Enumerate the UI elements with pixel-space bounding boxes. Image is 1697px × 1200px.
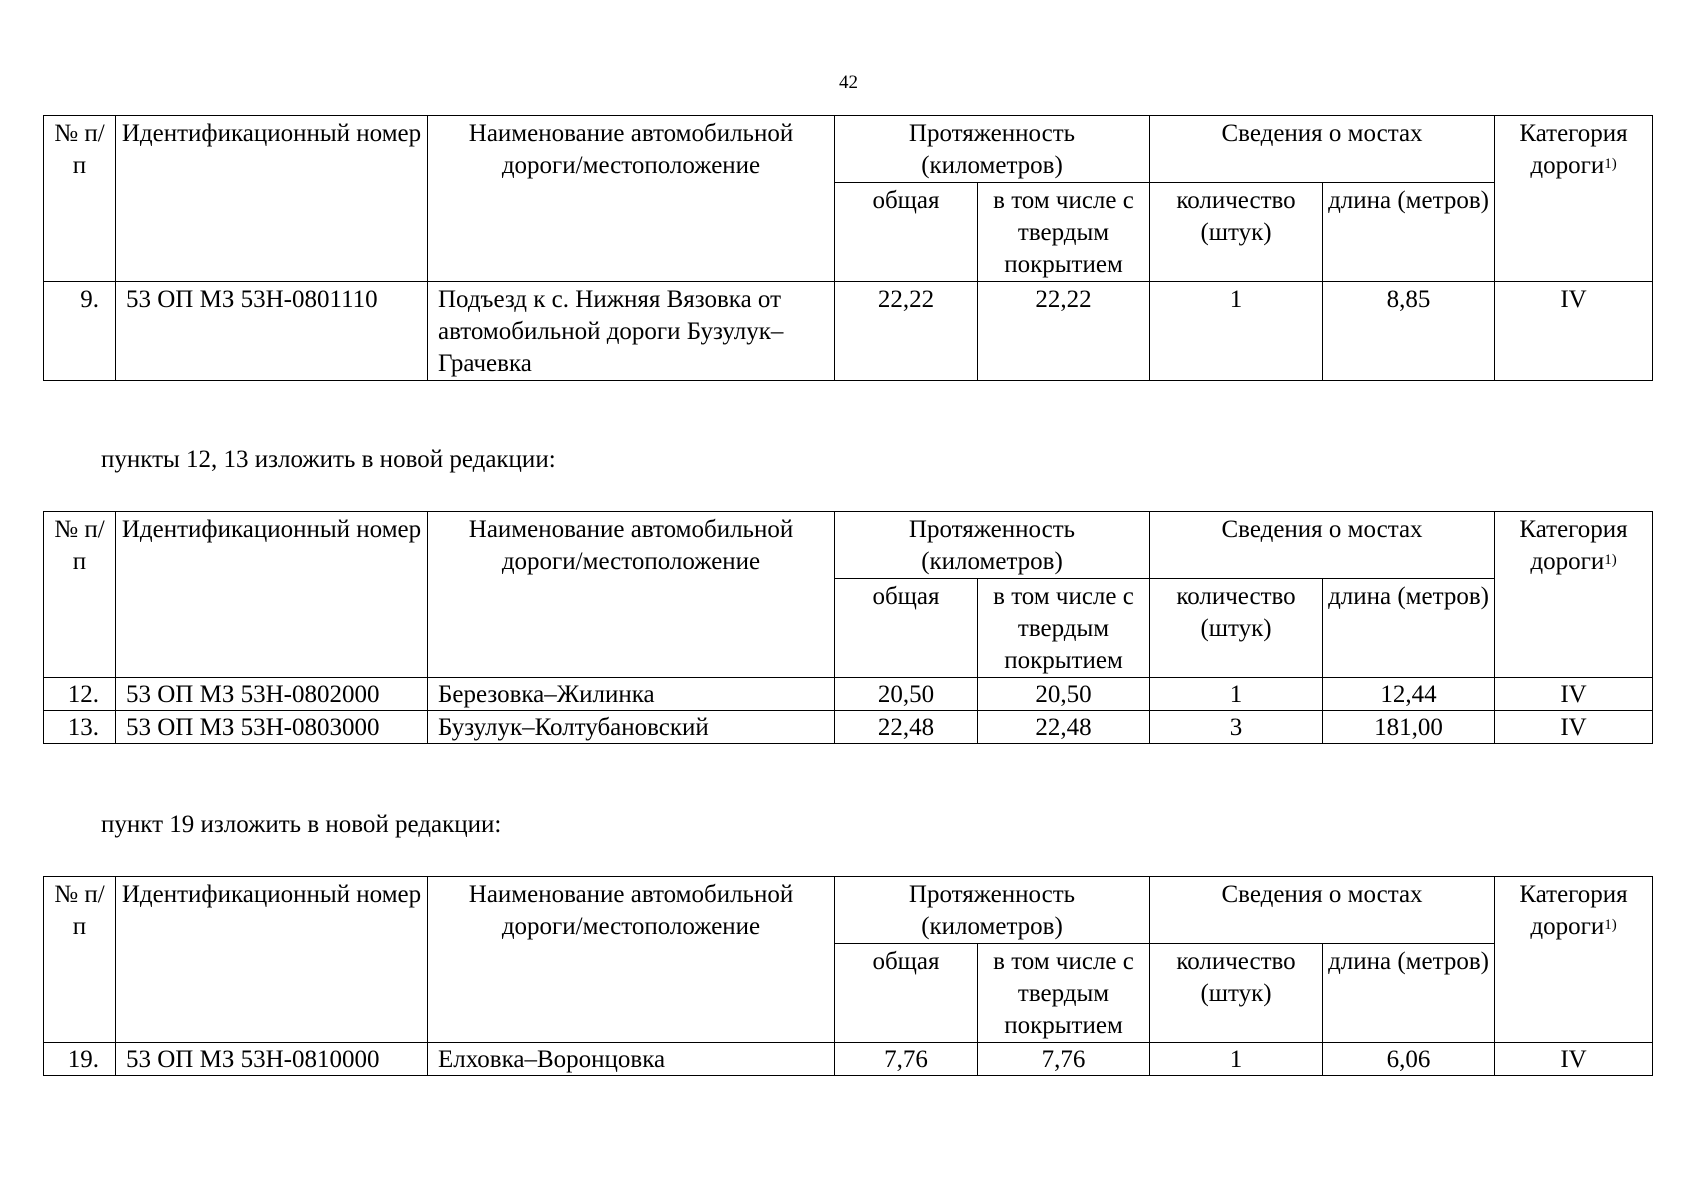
row-length-paved: 22,48 bbox=[978, 711, 1150, 744]
row-length-paved: 7,76 bbox=[978, 1043, 1150, 1076]
header-number: № п/п bbox=[44, 877, 116, 1043]
amendment-text-item-19: пункт 19 изложить в новой редакции: bbox=[101, 811, 502, 838]
header-id: Идентификационный номер bbox=[116, 877, 428, 1043]
header-category-label: Категория дороги bbox=[1519, 120, 1628, 179]
header-length-total: общая bbox=[835, 944, 978, 1043]
row-number: 12. bbox=[44, 678, 116, 711]
header-name: Наименование автомобильной дороги/местоположение bbox=[428, 877, 835, 1043]
header-number: № п/п bbox=[44, 116, 116, 282]
header-length: Протяженность (километров) bbox=[835, 512, 1150, 579]
row-name: Елховка–Воронцовка bbox=[428, 1043, 835, 1076]
row-id: 53 ОП МЗ 53Н-0801110 bbox=[116, 282, 428, 381]
row-bridges-count: 3 bbox=[1150, 711, 1323, 744]
row-bridges-length: 8,85 bbox=[1323, 282, 1495, 381]
row-id: 53 ОП МЗ 53Н-0802000 bbox=[116, 678, 428, 711]
header-length-total: общая bbox=[835, 183, 978, 282]
header-length-paved: в том числе с твердым покрытием bbox=[978, 944, 1150, 1043]
row-length-total: 7,76 bbox=[835, 1043, 978, 1076]
row-name: Подъезд к с. Нижняя Вязовка от автомобильной дороги Бузулук–Грачевка bbox=[428, 282, 835, 381]
row-id: 53 ОП МЗ 53Н-0803000 bbox=[116, 711, 428, 744]
table-row bbox=[44, 711, 1653, 744]
header-name: Наименование автомобильной дороги/местоположение bbox=[428, 512, 835, 678]
header-id: Идентификационный номер bbox=[116, 116, 428, 282]
header-bridges-count: количество (штук) bbox=[1150, 183, 1323, 282]
row-category: IV bbox=[1495, 282, 1653, 381]
row-name: Бузулук–Колтубановский bbox=[428, 711, 835, 744]
header-bridges-count: количество (штук) bbox=[1150, 579, 1323, 678]
header-category bbox=[1495, 512, 1653, 678]
header-category bbox=[1495, 877, 1653, 1043]
row-number: 19. bbox=[44, 1043, 116, 1076]
header-length: Протяженность (километров) bbox=[835, 877, 1150, 944]
header-length-paved: в том числе с твердым покрытием bbox=[978, 183, 1150, 282]
table-row bbox=[44, 282, 1653, 381]
footnote-marker: 1) bbox=[1604, 156, 1617, 172]
row-name: Березовка–Жилинка bbox=[428, 678, 835, 711]
row-length-paved: 20,50 bbox=[978, 678, 1150, 711]
row-category: IV bbox=[1495, 711, 1653, 744]
footnote-marker: 1) bbox=[1604, 552, 1617, 568]
row-bridges-count: 1 bbox=[1150, 282, 1323, 381]
row-bridges-length: 6,06 bbox=[1323, 1043, 1495, 1076]
row-number: 13. bbox=[44, 711, 116, 744]
header-length-total: общая bbox=[835, 579, 978, 678]
row-bridges-length: 181,00 bbox=[1323, 711, 1495, 744]
header-category-label: Категория дороги bbox=[1519, 516, 1628, 575]
footnote-marker: 1) bbox=[1604, 917, 1617, 933]
header-length-paved: в том числе с твердым покрытием bbox=[978, 579, 1150, 678]
header-length: Протяженность (километров) bbox=[835, 116, 1150, 183]
table-row bbox=[44, 1043, 1653, 1076]
row-id: 53 ОП МЗ 53Н-0810000 bbox=[116, 1043, 428, 1076]
header-name: Наименование автомобильной дороги/местоположение bbox=[428, 116, 835, 282]
header-category-label: Категория дороги bbox=[1519, 881, 1628, 940]
header-bridges-length: длина (метров) bbox=[1323, 944, 1495, 1043]
row-length-paved: 22,22 bbox=[978, 282, 1150, 381]
roads-table-item-9 bbox=[43, 115, 1653, 381]
row-length-total: 22,48 bbox=[835, 711, 978, 744]
header-bridges: Сведения о мостах bbox=[1150, 877, 1495, 944]
row-number: 9. bbox=[44, 282, 116, 381]
row-length-total: 20,50 bbox=[835, 678, 978, 711]
header-bridges-length: длина (метров) bbox=[1323, 183, 1495, 282]
roads-table-item-19 bbox=[43, 876, 1653, 1076]
page-number: 42 bbox=[839, 72, 858, 93]
header-id: Идентификационный номер bbox=[116, 512, 428, 678]
row-category: IV bbox=[1495, 1043, 1653, 1076]
amendment-text-items-12-13: пункты 12, 13 изложить в новой редакции: bbox=[101, 446, 556, 473]
roads-table-items-12-13 bbox=[43, 511, 1653, 744]
header-category bbox=[1495, 116, 1653, 282]
row-bridges-length: 12,44 bbox=[1323, 678, 1495, 711]
header-bridges-count: количество (штук) bbox=[1150, 944, 1323, 1043]
header-bridges: Сведения о мостах bbox=[1150, 512, 1495, 579]
header-bridges: Сведения о мостах bbox=[1150, 116, 1495, 183]
row-bridges-count: 1 bbox=[1150, 1043, 1323, 1076]
row-bridges-count: 1 bbox=[1150, 678, 1323, 711]
row-length-total: 22,22 bbox=[835, 282, 978, 381]
header-number: № п/п bbox=[44, 512, 116, 678]
row-category: IV bbox=[1495, 678, 1653, 711]
table-row bbox=[44, 678, 1653, 711]
header-bridges-length: длина (метров) bbox=[1323, 579, 1495, 678]
